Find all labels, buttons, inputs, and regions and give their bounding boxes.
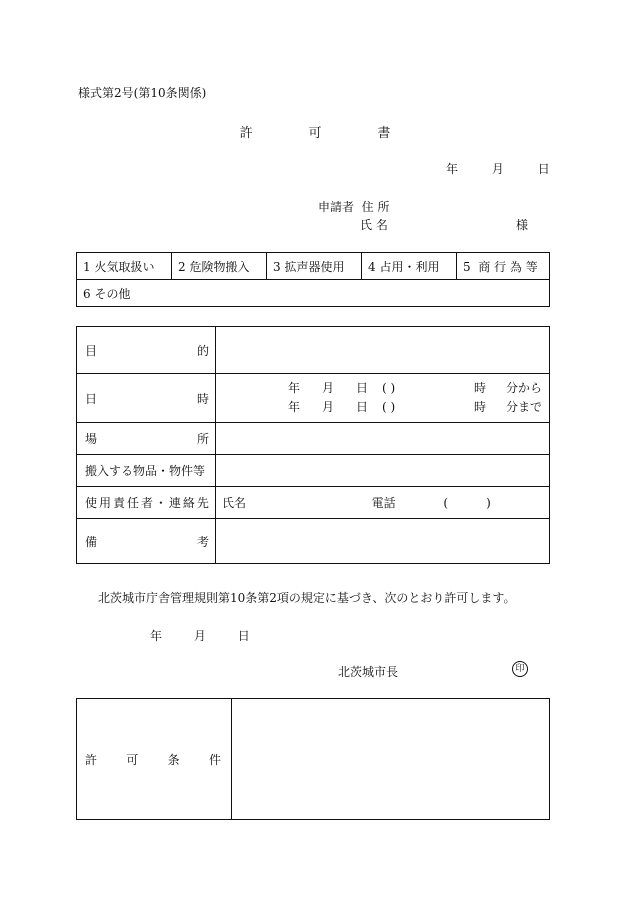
month-label: 月 <box>193 629 206 643</box>
issue-date-bottom <box>150 627 250 644</box>
applicant-block <box>318 198 529 234</box>
category-occupancy: 4 占用・利用 <box>362 253 457 280</box>
day-label: 日 <box>537 162 550 176</box>
year-label: 年 <box>446 162 459 176</box>
year-label: 年 <box>150 629 163 643</box>
category-table <box>76 252 550 307</box>
applicant-label: 申請者 <box>318 200 355 214</box>
issue-date-top <box>446 160 550 177</box>
items-value <box>216 455 550 487</box>
mayor-title: 北茨城市長 <box>338 665 399 679</box>
info-table <box>76 326 550 564</box>
title-char: 書 <box>377 126 391 141</box>
purpose-label: 目 的 <box>77 327 216 374</box>
category-fire: 1 火気取扱い <box>77 253 172 280</box>
category-commerce: 5 商 行 為 等 <box>457 253 550 280</box>
category-other: 6 その他 <box>77 280 550 307</box>
title-char: 可 <box>308 126 322 141</box>
seal-mark-icon: 印 <box>512 661 528 677</box>
form-number-label: 様式第2号(第10条関係) <box>78 86 207 100</box>
address-label: 住 所 <box>361 200 390 214</box>
category-loudspeaker: 3 拡声器使用 <box>267 253 362 280</box>
honorific-label: 様 <box>516 218 529 232</box>
responsible-contact-label: 使 用 責 任 者 ・ 連 絡 先 <box>77 487 216 519</box>
conditions-label: 許 可 条 件 <box>77 699 232 820</box>
remarks-value <box>216 519 550 564</box>
datetime-value: 年 月 日 ( ) 時 分から 年 月 日 ( ) 時 分まで <box>216 374 550 423</box>
place-value <box>216 423 550 455</box>
phone-label: 電話 <box>371 496 396 510</box>
remarks-label: 備 考 <box>77 519 216 564</box>
place-label: 場 所 <box>77 423 216 455</box>
datetime-label: 日 時 <box>77 374 216 423</box>
contact-name-label: 氏名 <box>222 496 247 510</box>
document-title <box>0 122 630 141</box>
permission-notice: 北茨城市庁舎管理規則第10条第2項の規定に基づき、次のとおり許可します。 <box>98 591 516 605</box>
phone-parens: ( ) <box>443 496 491 510</box>
conditions-table <box>76 698 550 820</box>
title-char: 許 <box>239 126 253 141</box>
responsible-contact-value <box>216 487 550 519</box>
month-label: 月 <box>491 162 504 176</box>
category-hazmat: 2 危険物搬入 <box>172 253 267 280</box>
day-label: 日 <box>237 629 250 643</box>
items-label: 搬入する物品・物件等 <box>77 455 216 487</box>
name-label: 氏 名 <box>360 218 388 232</box>
conditions-value <box>232 699 550 820</box>
purpose-value <box>216 327 550 374</box>
